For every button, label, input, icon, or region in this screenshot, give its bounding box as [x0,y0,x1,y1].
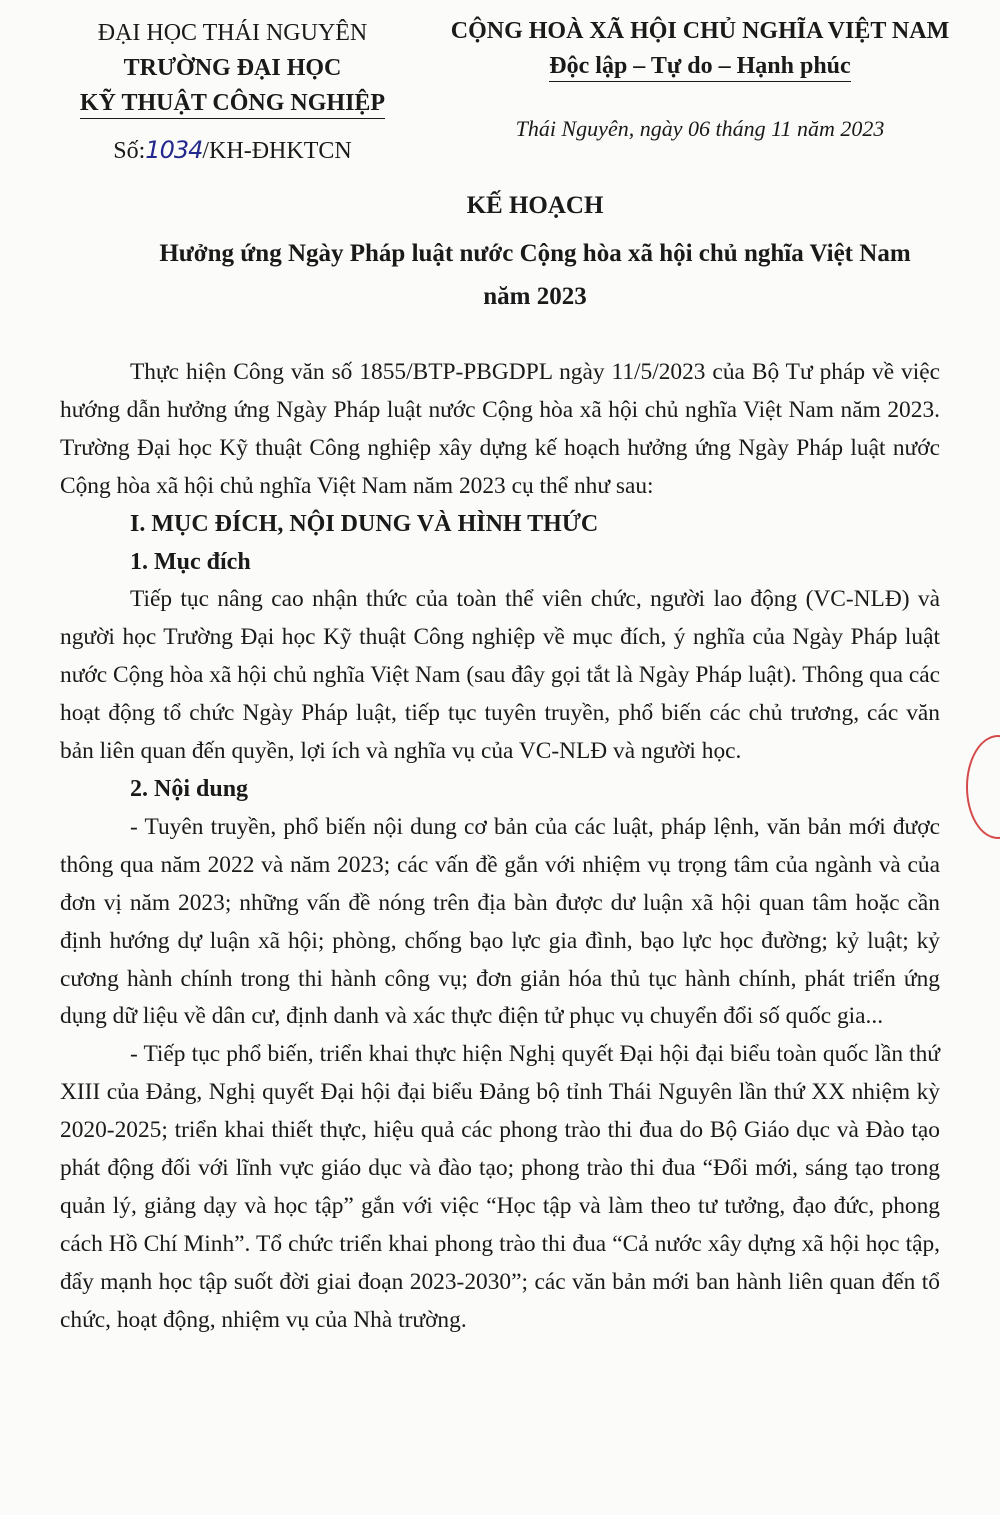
place-date: Thái Nguyên, ngày 06 tháng 11 năm 2023 [515,116,885,141]
document-number [60,133,405,169]
national-motto: Độc lập – Tự do – Hạnh phúc [549,51,850,82]
issuer-parent-org: ĐẠI HỌC THÁI NGUYÊN [97,20,368,46]
country-name: CỘNG HOÀ XÃ HỘI CHỦ NGHĨA VIỆT NAM [450,18,950,44]
issuer-block [60,16,405,169]
issuer-org-line-2: TRƯỜNG ĐẠI HỌC [123,55,342,81]
document-number-prefix: Số: [113,138,146,164]
content-paragraph-1: - Tuyên truyền, phổ biến nội dung cơ bản của các luật, pháp lệnh, văn bản mới được thông qua năm 2022 và năm 2023; các vấn đề gắn với nhiệm vụ trọng tâm của ngành và của đơn vị năm 2023; những vấn đề nóng trên địa bàn được dư luận xã hội quan tâm hoặc cần định hướng dự luận xã hội; phòng, chống bạo lực gia đình, bạo lực học đường; kỷ luật; kỷ cương hành chính trong thi hành công vụ; đơn giản hóa thủ tục hành chính, phát triển ứng dụng dữ liệu về dân cư, định danh và xác thực điện tử phục vụ chuyển đổi số quốc gia... [60,813,940,1030]
subsection-heading-content: 2. Nội dung [130,775,249,802]
issuer-org-line-3: KỸ THUẬT CÔNG NGHIỆP [80,88,385,119]
section-heading: I. MỤC ĐÍCH, NỘI DUNG VÀ HÌNH THỨC [130,510,599,537]
intro-paragraph: Thực hiện Công văn số 1855/BTP-PBGDPL ngày 11/5/2023 của Bộ Tư pháp về việc hướng dẫn hưởng ứng Ngày Pháp luật nước Cộng hòa xã hội chủ nghĩa Việt Nam năm 2023. Trường Đại học Kỹ thuật Công nghiệp xây dựng kế hoạch hưởng ứng Ngày Pháp luật nước Cộng hòa xã hội chủ nghĩa Việt Nam năm 2023 cụ thể như sau: [60,359,940,499]
subtitle-line-1: Hưởng ứng Ngày Pháp luật nước Cộng hòa xã hội chủ nghĩa Việt Nam [159,240,911,267]
document-number-suffix: /KH-ĐHKTCN [202,138,352,164]
document-body [60,354,940,1340]
document-number-handwritten: 1034 [145,136,203,164]
national-header [440,14,960,84]
document-title: KẾ HOẠCH [466,192,604,219]
content-paragraph-2: - Tiếp tục phổ biến, triển khai thực hiện Nghị quyết Đại hội đại biểu toàn quốc lần thứ XIII của Đảng, Nghị quyết Đại hội đại biểu Đảng bộ tỉnh Thái Nguyên lần thứ XX nhiệm kỳ 2020-2025; triển khai thiết thực, hiệu quả các phong trào thi đua do Bộ Giáo dục và Đào tạo phát động đối với lĩnh vực giáo dục và đào tạo; phong trào thi đua “Đổi mới, sáng tạo trong quản lý, giảng dạy và học tập” gắn với việc “Học tập và làm theo tư tưởng, đạo đức, phong cách Hồ Chí Minh”. Tổ chức triển khai phong trào thi đua “Cả nước xây dựng xã hội học tập, đẩy mạnh học tập suốt đời giai đoạn 2023-2030”; các văn bản mới ban hành liên quan đến tổ chức, hoạt động, nhiệm vụ của Nhà trường. [60,1041,940,1333]
document-subtitle [130,232,940,318]
subsection-heading-purpose: 1. Mục đích [130,548,251,575]
purpose-paragraph: Tiếp tục nâng cao nhận thức của toàn thể viên chức, người lao động (VC-NLĐ) và người học Trường Đại học Kỹ thuật Công nghiệp về mục đích, ý nghĩa của Ngày Pháp luật nước Cộng hòa xã hội chủ nghĩa Việt Nam (sau đây gọi tắt là Ngày Pháp luật). Thông qua các hoạt động tổ chức Ngày Pháp luật, tiếp tục tuyên truyền, phổ biến các chủ trương, các văn bản liên quan đến quyền, lợi ích và nghĩa vụ của VC-NLĐ và người học. [60,586,940,765]
subtitle-line-2: năm 2023 [483,283,587,310]
red-stamp-edge [966,735,1000,839]
